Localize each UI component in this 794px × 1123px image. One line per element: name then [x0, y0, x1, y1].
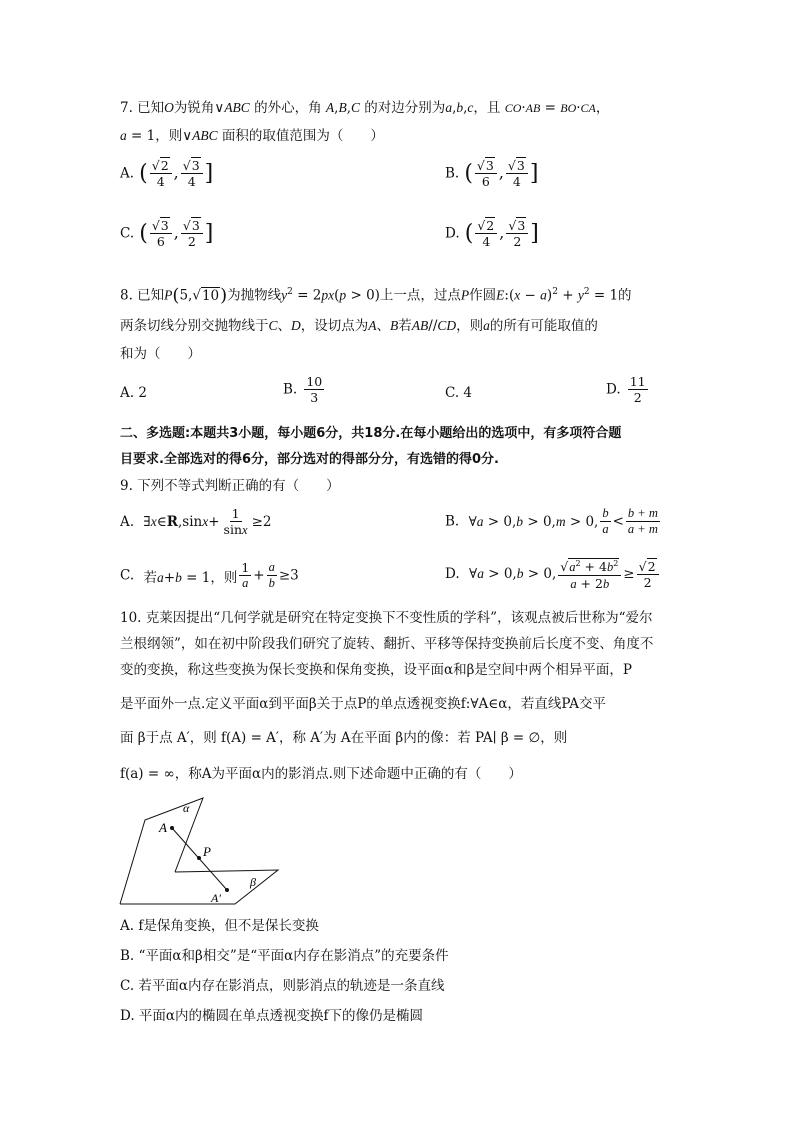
q8-option-c: C. 4: [445, 385, 473, 401]
q7-option-d: D. ( $\frac{√2}{4}$ , $\frac{√3}{2}$ ]: [445, 218, 539, 249]
q8-line1: 8. 已知P(5,√10)为抛物线$y^2 = 2px(p > 0)$上一点，过点P作圆E:(x − $a)^2 + y^2 = 1$的: [120, 285, 632, 306]
q7-option-a: A. ( $\frac{√2}{4}$ , $\frac{√3}{4}$ ]: [120, 158, 214, 189]
label-a-prime: A′: [211, 891, 221, 905]
q10-line5: 面 β于点 A′，则 f(A) = A′，称 A′为 A在平面 β内的像：若 PA∣ β = ∅，则: [120, 730, 568, 746]
label-a: A: [159, 820, 167, 835]
q10-option-d: D. 平面α内的椭圆在单点透视变换f下的像仍是椭圆: [120, 1008, 424, 1024]
q10-option-b: B. “平面α和β相交”是“平面α内存在影消点”的充要条件: [120, 948, 449, 964]
point-p: [197, 856, 201, 860]
point-a: [170, 826, 174, 830]
q8-option-a: A. 2: [120, 385, 147, 401]
q10-line4: 是平面外一点.定义平面α到平面β关于点P的单点透视变换f:∀A∈α，若直线PA交平: [120, 696, 606, 712]
q10-option-a: A. f是保角变换，但不是保长变换: [120, 918, 319, 934]
q7-option-c: C. ( $\frac{√3}{6}$ , $\frac{√3}{2}$ ]: [120, 218, 214, 249]
label-p: P: [203, 844, 211, 859]
q9-option-c: C. 若a+b = 1，则 $\frac{1}{a}$ + $\frac{a}{b}$ ≥3: [120, 560, 299, 590]
point-a-prime: [225, 888, 229, 892]
q8-option-d: D. $\frac{11}{2}$: [606, 374, 646, 405]
q9-option-d: D. ∀a > 0,b > 0, $\frac{√a^2 + 4b^2}{a + 2b}$ ≥ $\frac{√2}{2}$: [445, 556, 661, 592]
q9-option-a: A. ∃x∈R,sinx+ $\frac{1}{\sin x}$ ≥2: [120, 506, 272, 537]
perspective-planes-figure: [115, 790, 290, 910]
section2-line1: 二、多选题:本题共3小题，每小题6分，共18分.在每小题给出的选项中，有多项符合题: [120, 426, 622, 441]
label-alpha: α: [183, 801, 190, 815]
q10-line1: 10. 克莱因提出“几何学就是研究在特定变换下不变性质的学科”，该观点被后世称为“爱尔: [120, 610, 653, 626]
q7-option-b: B. ( $\frac{√3}{6}$ , $\frac{√3}{4}$ ]: [445, 158, 539, 189]
q10-line3: 变的变换，称这些变换为保长变换和保角变换，设平面α和β是空间中两个相异平面，P: [120, 662, 633, 678]
q10-line6: f(a) = ∞，称A为平面α内的影消点.则下述命题中正确的有（ ）: [120, 766, 522, 782]
q8-line3: 和为（ ）: [120, 346, 201, 362]
section2-line2: 目要求.全部选对的得6分，部分选对的得部分分，有选错的得0分.: [120, 452, 499, 467]
plane-alpha-outline: [120, 798, 203, 904]
q9-stem: 9. 下列不等式判断正确的有（ ）: [120, 478, 340, 494]
q10-option-c: C. 若平面α内存在影消点，则影消点的轨迹是一条直线: [120, 978, 445, 994]
q8-option-b: B. $\frac{10}{3}$: [283, 374, 323, 405]
q10-line2: 兰根纲领”，如在初中阶段我们研究了旋转、翻折、平移等保持变换前后长度不变、角度不: [120, 636, 654, 652]
q7-line1: 7. 已知O为锐角∨ABC 的外心，角 A,B,C 的对边分别为a,b,c，且 CO·AB = BO·CA，: [120, 100, 610, 116]
label-beta: β: [250, 875, 256, 889]
q8-line2: 两条切线分别交抛物线于C、D，设切点为A、B若AB//CD，则a的所有可能取值的: [120, 318, 598, 334]
q7-line2: a = 1，则∨ABC 面积的取值范围为（ ）: [120, 128, 384, 144]
q9-option-b: B. ∀a > 0,b > 0,m > 0, $\frac{b}{a}$ < $\frac{b + m}{a + m}$: [445, 506, 658, 536]
